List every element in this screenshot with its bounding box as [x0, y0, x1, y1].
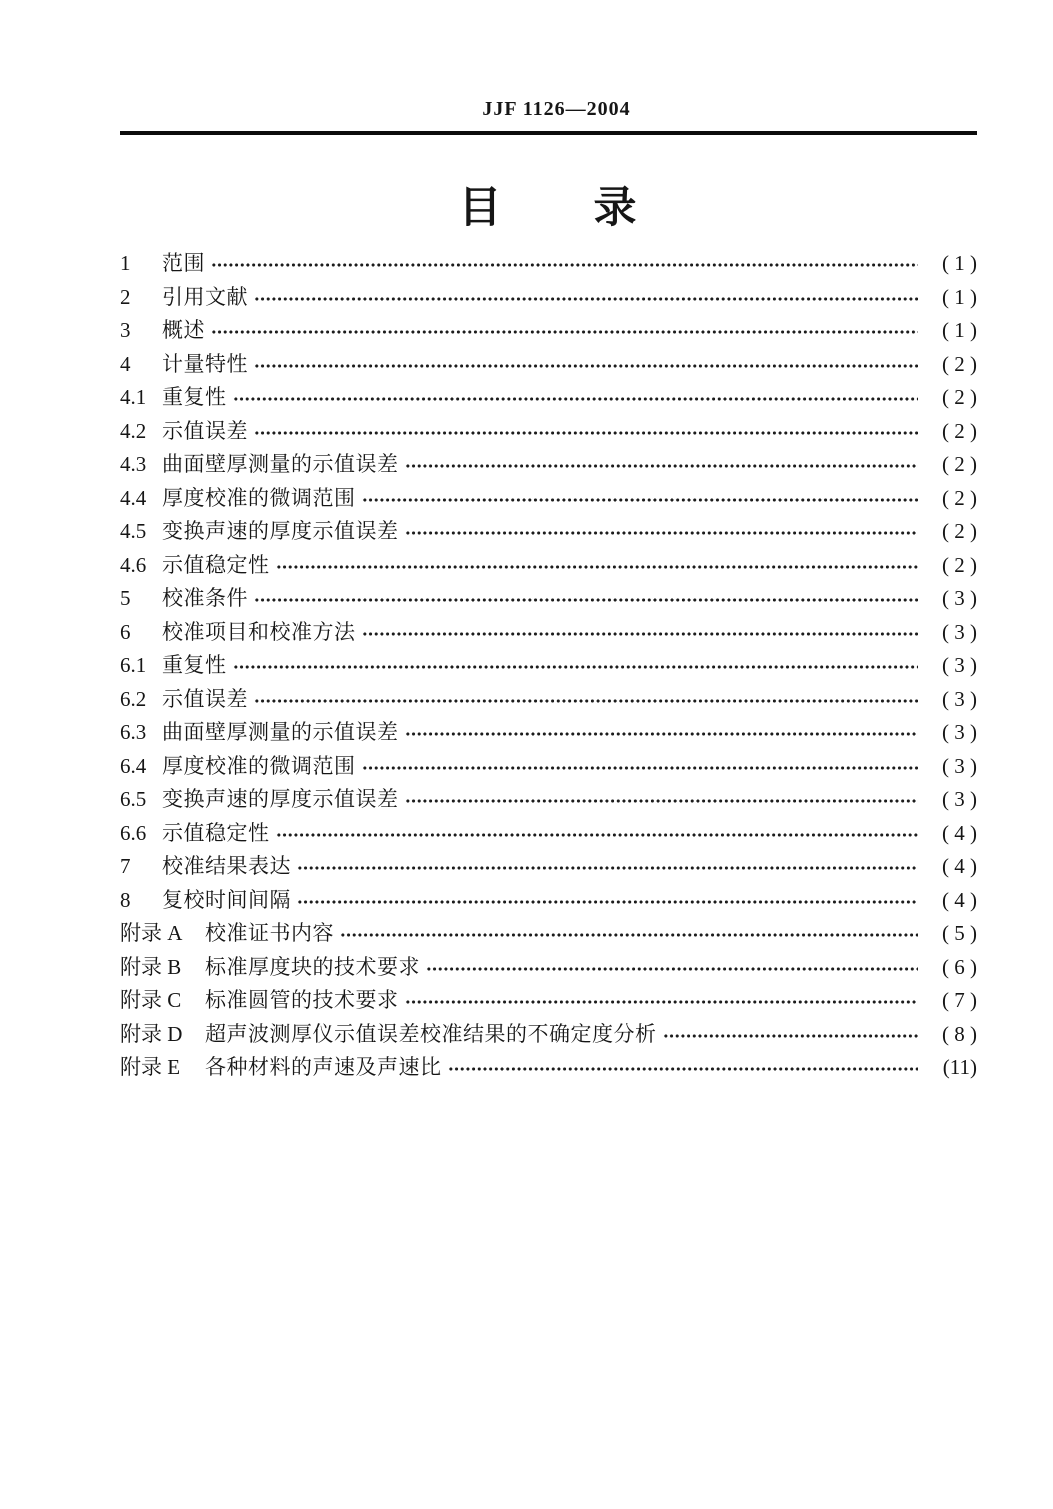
toc-entry-page: ( 3 )	[942, 720, 977, 744]
toc-entry-number: 4.2	[120, 418, 147, 443]
toc-entry-page: ( 3 )	[942, 787, 977, 811]
toc-row	[120, 348, 977, 382]
toc-entry-number: 6.5	[120, 787, 147, 811]
toc-entry-page: ( 2 )	[942, 385, 977, 409]
toc-entry-title: 标准厚度块的技术要求	[205, 954, 420, 979]
dot-leader	[362, 495, 919, 505]
toc-entry-title: 变换声速的厚度示值误差	[162, 519, 399, 543]
dot-leader	[276, 562, 919, 572]
toc-entry-page: ( 4 )	[942, 820, 977, 845]
table-of-contents	[120, 247, 977, 1085]
toc-row-appendix	[120, 984, 977, 1018]
toc-entry-number: 2	[120, 284, 131, 309]
toc-entry-title: 超声波测厚仪示值误差校准结果的不确定度分析	[205, 1021, 657, 1046]
toc-entry-number: 附录 B	[120, 954, 182, 979]
toc-row	[120, 582, 977, 616]
toc-entry-title: 重复性	[162, 385, 227, 409]
toc-entry-title: 复校时间间隔	[162, 887, 291, 912]
dot-leader	[405, 997, 919, 1007]
toc-entry-page: ( 4 )	[942, 887, 977, 912]
dot-leader	[426, 964, 918, 974]
header-rule	[120, 131, 977, 135]
toc-entry-title: 厚度校准的微调范围	[162, 753, 356, 778]
toc-entry-number: 附录 A	[120, 921, 183, 945]
toc-entry-title: 范围	[162, 251, 205, 275]
toc-row-appendix	[120, 917, 977, 951]
toc-entry-title: 校准条件	[162, 586, 248, 610]
dot-leader	[362, 629, 919, 639]
toc-row	[120, 750, 977, 784]
toc-entry-number: 附录 D	[120, 1021, 183, 1046]
toc-entry-page: ( 3 )	[942, 753, 977, 778]
toc-entry-number: 1	[120, 251, 131, 275]
toc-entry-page: ( 2 )	[942, 485, 977, 510]
toc-entry-title: 重复性	[162, 653, 227, 677]
toc-entry-page: ( 2 )	[942, 351, 977, 376]
toc-entry-number: 4.4	[120, 485, 147, 510]
toc-entry-number: 附录 E	[120, 1055, 181, 1079]
toc-row	[120, 616, 977, 650]
toc-entry-number: 5	[120, 586, 131, 610]
toc-entry-number: 附录 C	[120, 988, 182, 1012]
toc-entry-page: ( 3 )	[942, 653, 977, 677]
toc-entry-title: 示值误差	[162, 686, 248, 711]
toc-entry-page: ( 5 )	[942, 921, 977, 945]
toc-entry-number: 4	[120, 351, 131, 376]
toc-row	[120, 549, 977, 583]
toc-entry-page: ( 3 )	[942, 586, 977, 610]
dot-leader	[405, 796, 919, 806]
toc-entry-title: 校准证书内容	[205, 921, 334, 945]
document-header: JJF 1126—2004	[482, 98, 631, 120]
toc-entry-number: 6.4	[120, 753, 147, 778]
toc-entry-page: ( 1 )	[942, 318, 977, 342]
toc-row	[120, 281, 977, 315]
toc-entry-page: ( 6 )	[942, 954, 977, 979]
toc-row	[120, 482, 977, 516]
dot-leader	[211, 260, 918, 270]
toc-entry-title: 变换声速的厚度示值误差	[162, 787, 399, 811]
dot-leader	[663, 1031, 919, 1041]
toc-row	[120, 716, 977, 750]
dot-leader	[233, 662, 919, 672]
dot-leader	[276, 830, 919, 840]
toc-entry-title: 示值稳定性	[162, 820, 270, 845]
toc-row	[120, 515, 977, 549]
toc-entry-page: ( 7 )	[942, 988, 977, 1012]
toc-entry-number: 6	[120, 619, 131, 644]
toc-row-appendix	[120, 1018, 977, 1052]
toc-entry-page: ( 1 )	[942, 284, 977, 309]
dot-leader	[297, 897, 918, 907]
toc-row-appendix	[120, 951, 977, 985]
toc-entry-number: 4.6	[120, 552, 147, 577]
toc-entry-title: 校准结果表达	[162, 854, 291, 878]
dot-leader	[405, 729, 919, 739]
toc-entry-title: 校准项目和校准方法	[162, 619, 356, 644]
dot-leader	[211, 327, 918, 337]
dot-leader	[297, 863, 918, 873]
toc-row	[120, 415, 977, 449]
dot-leader	[254, 428, 918, 438]
toc-entry-number: 4.5	[120, 519, 147, 543]
toc-entry-page: ( 8 )	[942, 1021, 977, 1046]
dot-leader	[254, 595, 918, 605]
toc-entry-number: 3	[120, 318, 131, 342]
toc-entry-page: ( 2 )	[942, 519, 977, 543]
toc-entry-title: 引用文献	[162, 284, 248, 309]
toc-entry-page: ( 2 )	[942, 418, 977, 443]
toc-entry-number: 6.3	[120, 720, 147, 744]
toc-entry-number: 4.1	[120, 385, 147, 409]
toc-entry-number: 6.2	[120, 686, 147, 711]
page-title: 目 录	[458, 185, 639, 232]
toc-row	[120, 448, 977, 482]
toc-entry-title: 各种材料的声速及声速比	[205, 1055, 442, 1079]
toc-entry-page: ( 2 )	[942, 552, 977, 577]
toc-entry-page: ( 3 )	[942, 686, 977, 711]
toc-row	[120, 850, 977, 884]
toc-entry-title: 厚度校准的微调范围	[162, 485, 356, 510]
toc-entry-page: ( 2 )	[942, 452, 977, 476]
toc-row	[120, 247, 977, 281]
toc-row	[120, 314, 977, 348]
toc-row-appendix	[120, 1051, 977, 1085]
toc-entry-page: ( 1 )	[942, 251, 977, 275]
toc-entry-title: 示值误差	[162, 418, 248, 443]
toc-row	[120, 783, 977, 817]
toc-row	[120, 649, 977, 683]
dot-leader	[405, 461, 919, 471]
toc-entry-title: 计量特性	[162, 351, 248, 376]
toc-entry-title: 曲面壁厚测量的示值误差	[162, 452, 399, 476]
dot-leader	[233, 394, 919, 404]
toc-entry-title: 标准圆管的技术要求	[205, 988, 399, 1012]
toc-entry-page: ( 3 )	[942, 619, 977, 644]
dot-leader	[254, 361, 918, 371]
toc-entry-number: 6.6	[120, 820, 147, 845]
toc-entry-number: 8	[120, 887, 131, 912]
toc-entry-number: 6.1	[120, 653, 147, 677]
toc-entry-title: 曲面壁厚测量的示值误差	[162, 720, 399, 744]
dot-leader	[340, 930, 918, 940]
toc-entry-title: 概述	[162, 318, 205, 342]
dot-leader	[405, 528, 919, 538]
toc-row	[120, 381, 977, 415]
toc-entry-page: (11)	[942, 1055, 977, 1079]
dot-leader	[362, 763, 919, 773]
toc-row	[120, 683, 977, 717]
toc-entry-number: 4.3	[120, 452, 147, 476]
dot-leader	[254, 696, 918, 706]
dot-leader	[254, 294, 918, 304]
dot-leader	[448, 1064, 919, 1074]
toc-entry-title: 示值稳定性	[162, 552, 270, 577]
toc-entry-number: 7	[120, 854, 131, 878]
toc-row	[120, 884, 977, 918]
toc-entry-page: ( 4 )	[942, 854, 977, 878]
toc-row	[120, 817, 977, 851]
